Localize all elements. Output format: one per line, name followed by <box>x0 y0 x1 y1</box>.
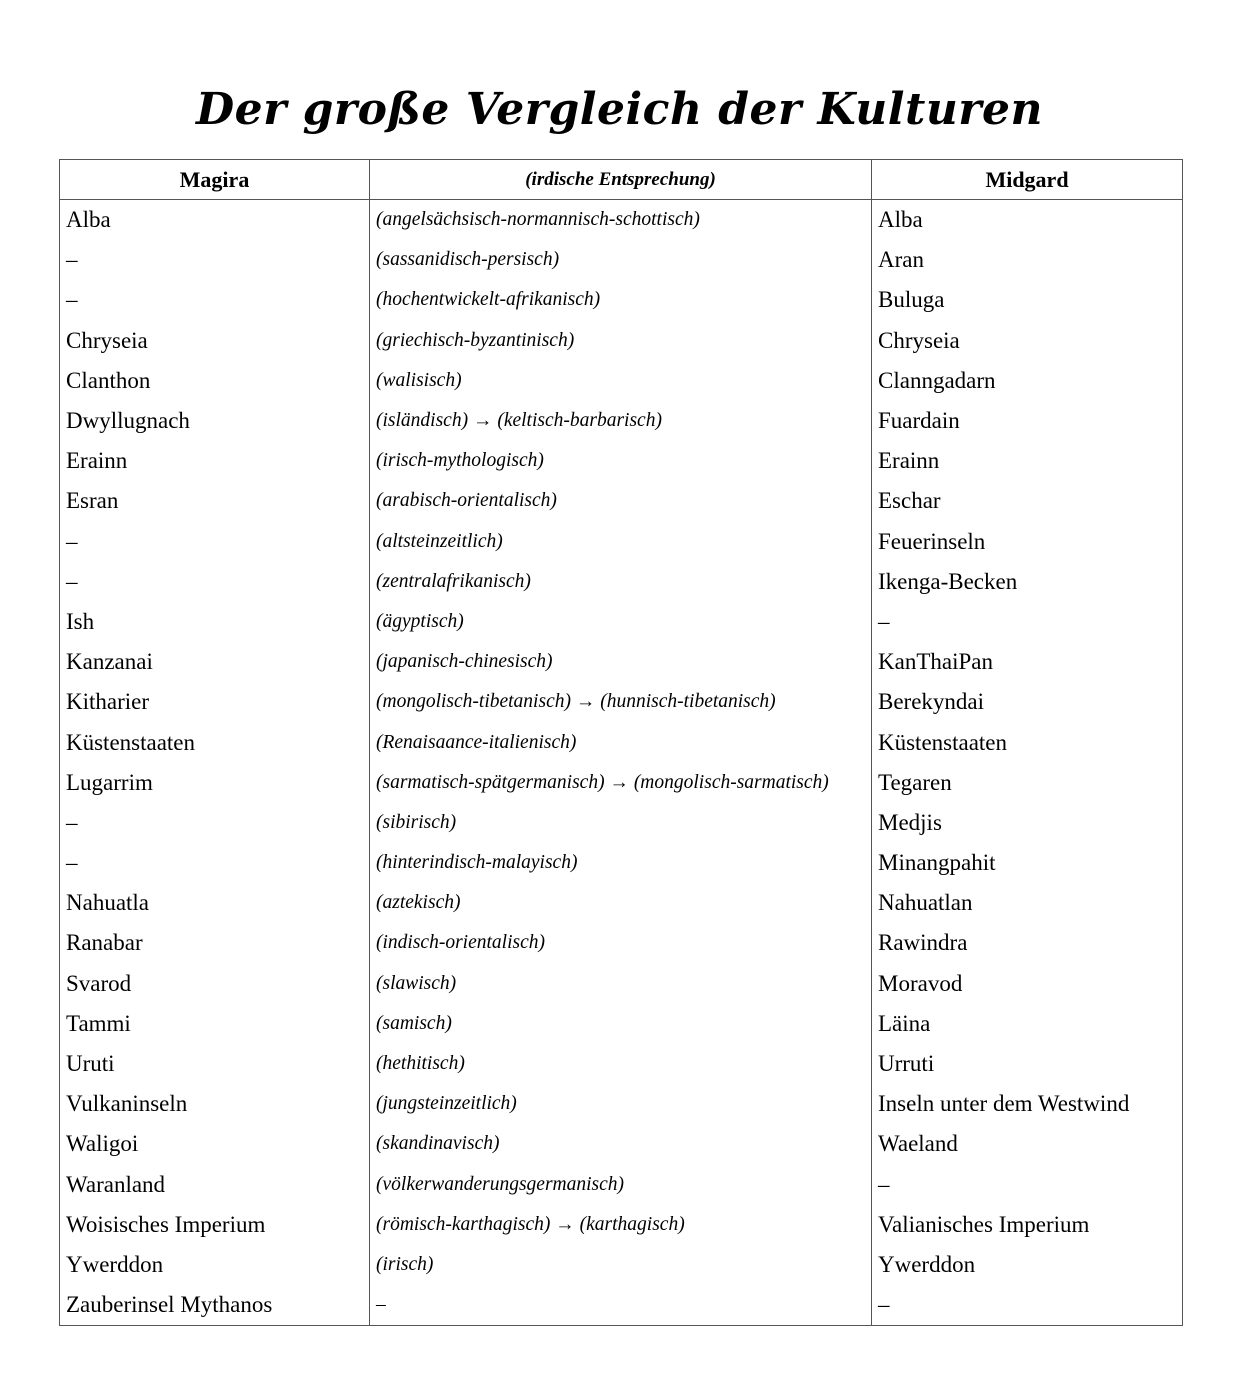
earthly-equivalent-cell: (walisisch) <box>370 361 872 401</box>
magira-cell: Esran <box>60 481 370 521</box>
earthly-equivalent-cell: (indisch-orientalisch) <box>370 923 872 963</box>
earthly-equivalent-cell: (jungsteinzeitlich) <box>370 1084 872 1124</box>
magira-cell: Erainn <box>60 441 370 481</box>
midgard-cell: Küstenstaaten <box>872 722 1183 762</box>
culture-comparison-table <box>59 159 1183 1326</box>
magira-cell: – <box>60 843 370 883</box>
earthly-equivalent-cell: (hethitisch) <box>370 1044 872 1084</box>
page-title: Der große Vergleich der Kulturen <box>196 84 1043 135</box>
earthly-equivalent-cell: (Renaisaance-italienisch) <box>370 722 872 762</box>
earthly-equivalent-cell: (mongolisch-tibetanisch) → (hunnisch-tibetanisch) <box>370 682 872 722</box>
magira-cell: – <box>60 562 370 602</box>
table-row <box>60 1205 1183 1245</box>
magira-cell: Nahuatla <box>60 883 370 923</box>
magira-cell: Tammi <box>60 1004 370 1044</box>
column-header-earthly-equivalent: (irdische Entsprechung) <box>370 160 872 200</box>
midgard-cell: Eschar <box>872 481 1183 521</box>
midgard-cell: Fuardain <box>872 401 1183 441</box>
table-row <box>60 522 1183 562</box>
table-row <box>60 1124 1183 1164</box>
magira-cell: Kitharier <box>60 682 370 722</box>
table-row <box>60 481 1183 521</box>
magira-cell: Ranabar <box>60 923 370 963</box>
table-row <box>60 763 1183 803</box>
midgard-cell: Medjis <box>872 803 1183 843</box>
earthly-equivalent-cell: (isländisch) → (keltisch-barbarisch) <box>370 401 872 441</box>
midgard-cell: Alba <box>872 200 1183 241</box>
table-row <box>60 1084 1183 1124</box>
table-row <box>60 1004 1183 1044</box>
earthly-equivalent-cell: (römisch-karthagisch) → (karthagisch) <box>370 1205 872 1245</box>
midgard-cell: Clanngadarn <box>872 361 1183 401</box>
header-row <box>60 160 1183 200</box>
table-row <box>60 401 1183 441</box>
magira-cell: Uruti <box>60 1044 370 1084</box>
magira-cell: Woisisches Imperium <box>60 1205 370 1245</box>
magira-cell: Zauberinsel Mythanos <box>60 1285 370 1326</box>
magira-cell: Waranland <box>60 1165 370 1205</box>
midgard-cell: – <box>872 1285 1183 1326</box>
magira-cell: Ywerddon <box>60 1245 370 1285</box>
earthly-equivalent-cell: (ägyptisch) <box>370 602 872 642</box>
midgard-cell: Aran <box>872 240 1183 280</box>
earthly-equivalent-cell: (völkerwanderungsgermanisch) <box>370 1165 872 1205</box>
midgard-cell: KanThaiPan <box>872 642 1183 682</box>
column-header-magira: Magira <box>60 160 370 200</box>
magira-cell: Ish <box>60 602 370 642</box>
magira-cell: Waligoi <box>60 1124 370 1164</box>
midgard-cell: – <box>872 602 1183 642</box>
magira-cell: Clanthon <box>60 361 370 401</box>
midgard-cell: Inseln unter dem Westwind <box>872 1084 1183 1124</box>
earthly-equivalent-cell: – <box>370 1285 872 1326</box>
midgard-cell: Nahuatlan <box>872 883 1183 923</box>
table-row <box>60 280 1183 320</box>
table-row <box>60 441 1183 481</box>
midgard-cell: Valianisches Imperium <box>872 1205 1183 1245</box>
midgard-cell: Berekyndai <box>872 682 1183 722</box>
table-row <box>60 602 1183 642</box>
table-row <box>60 562 1183 602</box>
midgard-cell: Ikenga-Becken <box>872 562 1183 602</box>
earthly-equivalent-cell: (irisch) <box>370 1245 872 1285</box>
midgard-cell: Tegaren <box>872 763 1183 803</box>
earthly-equivalent-cell: (zentralafrikanisch) <box>370 562 872 602</box>
magira-cell: – <box>60 803 370 843</box>
magira-cell: Küstenstaaten <box>60 722 370 762</box>
magira-cell: Alba <box>60 200 370 241</box>
midgard-cell: Minangpahit <box>872 843 1183 883</box>
table-row <box>60 682 1183 722</box>
midgard-cell: – <box>872 1165 1183 1205</box>
earthly-equivalent-cell: (aztekisch) <box>370 883 872 923</box>
earthly-equivalent-cell: (hinterindisch-malayisch) <box>370 843 872 883</box>
table-row <box>60 1044 1183 1084</box>
table-row <box>60 923 1183 963</box>
table-body <box>60 200 1183 1326</box>
midgard-cell: Feuerinseln <box>872 522 1183 562</box>
table-row <box>60 240 1183 280</box>
column-header-midgard: Midgard <box>872 160 1183 200</box>
earthly-equivalent-cell: (irisch-mythologisch) <box>370 441 872 481</box>
earthly-equivalent-cell: (altsteinzeitlich) <box>370 522 872 562</box>
midgard-cell: Chryseia <box>872 321 1183 361</box>
earthly-equivalent-cell: (sibirisch) <box>370 803 872 843</box>
table-header <box>60 160 1183 200</box>
midgard-cell: Moravod <box>872 964 1183 1004</box>
earthly-equivalent-cell: (hochentwickelt-afrikanisch) <box>370 280 872 320</box>
midgard-cell: Läina <box>872 1004 1183 1044</box>
magira-cell: – <box>60 240 370 280</box>
magira-cell: Svarod <box>60 964 370 1004</box>
table-row <box>60 843 1183 883</box>
earthly-equivalent-cell: (japanisch-chinesisch) <box>370 642 872 682</box>
magira-cell: Dwyllugnach <box>60 401 370 441</box>
midgard-cell: Waeland <box>872 1124 1183 1164</box>
magira-cell: Kanzanai <box>60 642 370 682</box>
earthly-equivalent-cell: (sarmatisch-spätgermanisch) → (mongolisch-sarmatisch) <box>370 763 872 803</box>
table-row <box>60 200 1183 241</box>
table-row <box>60 321 1183 361</box>
table-row <box>60 964 1183 1004</box>
table-row <box>60 1245 1183 1285</box>
magira-cell: – <box>60 522 370 562</box>
table-row <box>60 883 1183 923</box>
midgard-cell: Ywerddon <box>872 1245 1183 1285</box>
earthly-equivalent-cell: (arabisch-orientalisch) <box>370 481 872 521</box>
magira-cell: – <box>60 280 370 320</box>
midgard-cell: Buluga <box>872 280 1183 320</box>
earthly-equivalent-cell: (slawisch) <box>370 964 872 1004</box>
earthly-equivalent-cell: (angelsächsisch-normannisch-schottisch) <box>370 200 872 241</box>
table-row <box>60 1165 1183 1205</box>
table-row <box>60 722 1183 762</box>
magira-cell: Vulkaninseln <box>60 1084 370 1124</box>
table-row <box>60 803 1183 843</box>
magira-cell: Lugarrim <box>60 763 370 803</box>
midgard-cell: Rawindra <box>872 923 1183 963</box>
midgard-cell: Erainn <box>872 441 1183 481</box>
table-row <box>60 642 1183 682</box>
earthly-equivalent-cell: (samisch) <box>370 1004 872 1044</box>
magira-cell: Chryseia <box>60 321 370 361</box>
midgard-cell: Urruti <box>872 1044 1183 1084</box>
earthly-equivalent-cell: (skandinavisch) <box>370 1124 872 1164</box>
earthly-equivalent-cell: (griechisch-byzantinisch) <box>370 321 872 361</box>
table-row <box>60 361 1183 401</box>
table-row <box>60 1285 1183 1326</box>
earthly-equivalent-cell: (sassanidisch-persisch) <box>370 240 872 280</box>
